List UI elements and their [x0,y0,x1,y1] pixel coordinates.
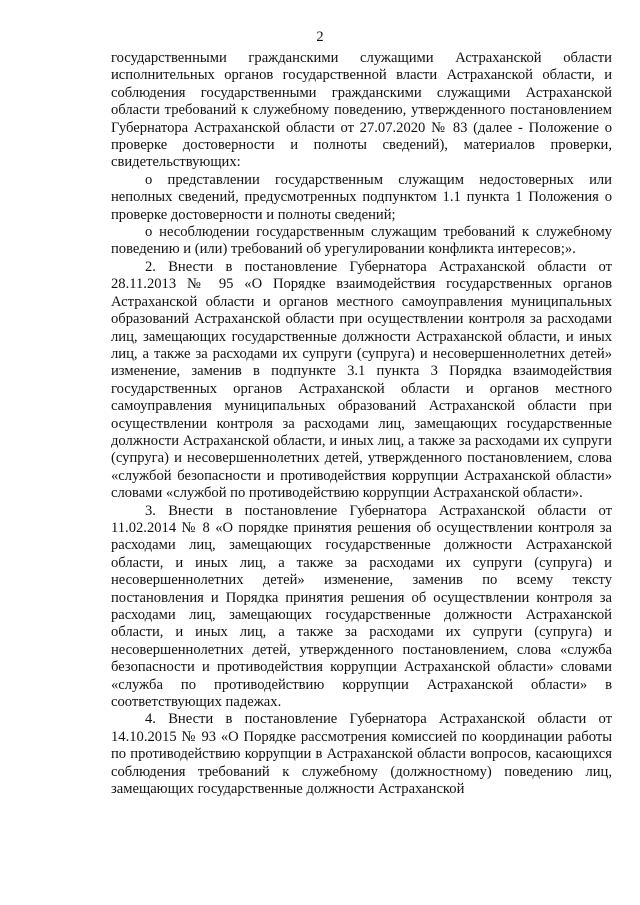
paragraph-item-4: 4. Внести в постановление Губернатора Астраханской области от 14.10.2015 № 93 «О Порядке рассмотрения комиссией по координации работы по противодействию коррупции в Астраханской области вопросов, касающихся соблюдения требований к служебному (должностному) поведению лиц, замещающих государственные должности Астраханской [111,711,612,798]
paragraph-item-3: 3. Внести в постановление Губернатора Астраханской области от 11.02.2014 № 8 «О порядке принятия решения об осуществлении контроля за расходами лиц, замещающих государственные должности Астраханской области, и иных лиц, а также за расходами их супруги (супруга) и несовершеннолетних детей» изменение, заменив по всему тексту постановления и Порядка принятия решения об осуществлении контроля за расходами лиц, замещающих государственные должности Астраханской области, и иных лиц, а также за расходами их супруги (супруга) и несовершеннолетних детей, утвержденного постановлением, слова «служба безопасности и противодействия коррупции Астраханской области» словами «служба по противодействию коррупции Астраханской области» в соответствующих падежах. [111,502,612,711]
page-number: 2 [316,29,324,45]
paragraph-subitem-conduct-requirements: о несоблюдении государственным служащим требований к служебному поведению и (или) требований об урегулировании конфликта интересов;». [111,224,612,258]
paragraph-continuation: государственными гражданскими служащими Астраханской области исполнительных органов государственной власти Астраханской области, и соблюдения государственными гражданскими служащими Астраханской области требований к служебному поведению, утвержденного постановлением Губернатора Астраханской области от 27.07.2020 № 83 (далее - Положение о проверке достоверности и полноты сведений), материалов проверки, свидетельствующих: [111,50,612,171]
paragraph-subitem-inaccurate-info: о представлении государственным служащим недостоверных или неполных сведений, предусмотренных подпунктом 1.1 пункта 1 Положения о проверке достоверности и полноты сведений; [111,171,612,223]
document-body [111,50,612,798]
paragraph-item-2: 2. Внести в постановление Губернатора Астраханской области от 28.11.2013 № 95 «О Порядке взаимодействия государственных органов Астраханской области и органов местного самоуправления муниципальных образований Астраханской области при осуществлении контроля за расходами лиц, замещающих государственные должности Астраханской области, и иных лиц, а также за расходами их супруги (супруга) и несовершеннолетних детей» изменение, заменив в подпункте 3.1 пункта 3 Порядка взаимодействия государственных органов Астраханской области и органов местного самоуправления муниципальных образований Астраханской области при осуществлении контроля за расходами лиц, замещающих государственные должности Астраханской области, и иных лиц, а также за расходами их супруги (супруга) и несовершеннолетних детей, утвержденного постановлением, слова «службой безопасности и противодействия коррупции Астраханской области» словами «службой по противодействию коррупции Астраханской области». [111,258,612,502]
